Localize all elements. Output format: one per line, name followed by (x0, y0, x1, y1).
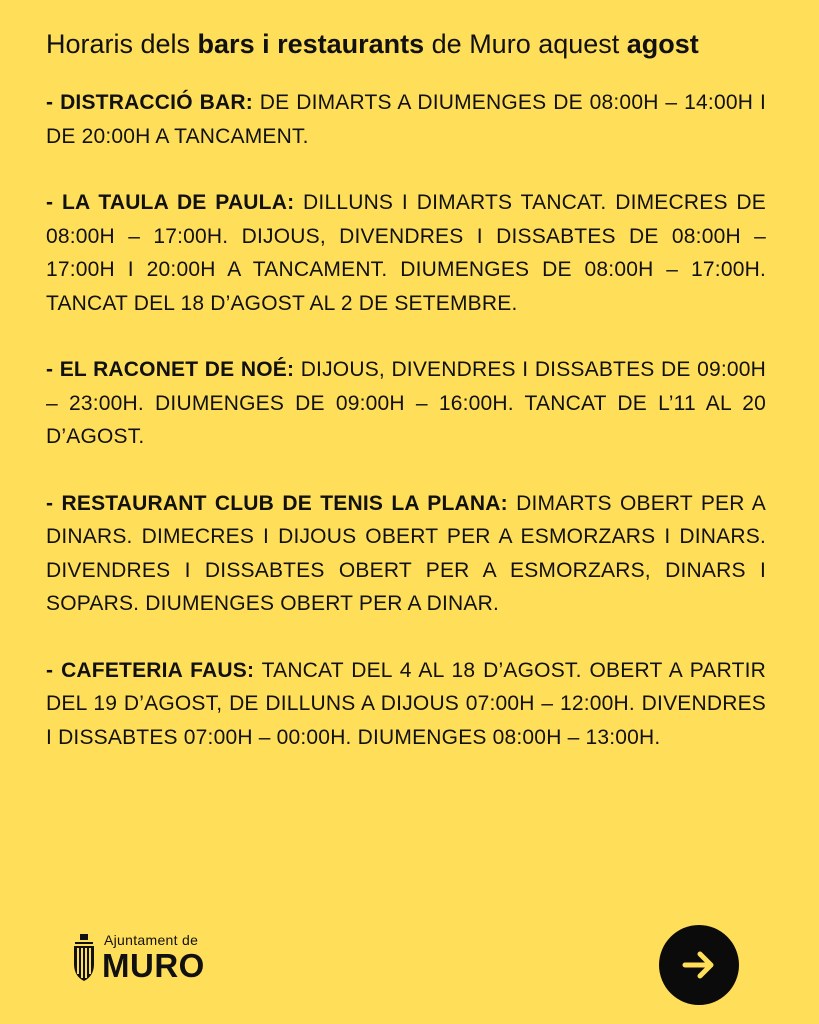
entry-text: TANCAT DEL 4 AL 18 D’AGOST. OBERT A PARTIR DEL 19 D’AGOST, DE DILLUNS A DIJOUS 07:00H – 12:00H. DIVENDRES I DISSABTES 07:00H – 00:00H. DIUMENGES 08:00H – 13:00H. (46, 658, 767, 749)
entry-name: - RESTAURANT CLUB DE TENIS LA PLANA: (46, 491, 508, 515)
entry-el-raconet-de-noe (46, 353, 766, 454)
arrow-right-icon (677, 943, 721, 987)
page-title (46, 24, 766, 64)
entry-la-taula-de-paula (46, 186, 766, 320)
logo-top-text: Ajuntament de (104, 932, 199, 948)
crest-icon (72, 934, 96, 982)
entry-name: - EL RACONET DE NOÉ: (46, 358, 295, 381)
logo-big-text: MURO (102, 947, 205, 984)
entry-name: - LA TAULA DE PAULA: (46, 191, 295, 214)
title-text-2: de Muro aquest (424, 29, 627, 59)
content (46, 24, 766, 787)
entry-name: - DISTRACCIÓ BAR: (46, 91, 253, 114)
entry-cafeteria-faus (46, 654, 766, 755)
title-bold-month: agost (626, 29, 699, 59)
ajuntament-muro-logo (72, 930, 232, 985)
entry-name: - CAFETERIA FAUS: (46, 658, 255, 682)
entry-text: DILLUNS I DIMARTS TANCAT. DIMECRES DE 08:00H – 17:00H. DIJOUS, DIVENDRES I DISSABTES DE 08:00H – 17:00H I 20:00H A TANCAMENT. DIUMENGES DE 08:00H – 17:00H. TANCAT DEL 18 D’AGOST AL 2 DE SETEMBRE. (46, 191, 766, 315)
entry-distraccio-bar (46, 86, 766, 153)
title-bold-bars: bars i restaurants (197, 29, 425, 59)
title-text: Horaris dels (46, 29, 198, 59)
entry-restaurant-club-de-tenis (46, 487, 766, 621)
entry-text: DE DIMARTS A DIUMENGES DE 08:00H – 14:00H I DE 20:00H A TANCAMENT. (46, 91, 766, 148)
entry-text: DIJOUS, DIVENDRES I DISSABTES DE 09:00H – 23:00H. DIUMENGES DE 09:00H – 16:00H. TANCAT DE L’11 AL 20 D’AGOST. (46, 358, 766, 448)
entry-text: DIMARTS OBERT PER A DINARS. DIMECRES I DIJOUS OBERT PER A ESMORZARS I DINARS. DIVENDRES I DISSABTES OBERT PER A ESMORZARS, DINARS I SOPARS. DIUMENGES OBERT PER A DINAR. (46, 491, 766, 615)
next-button[interactable] (659, 925, 739, 1005)
